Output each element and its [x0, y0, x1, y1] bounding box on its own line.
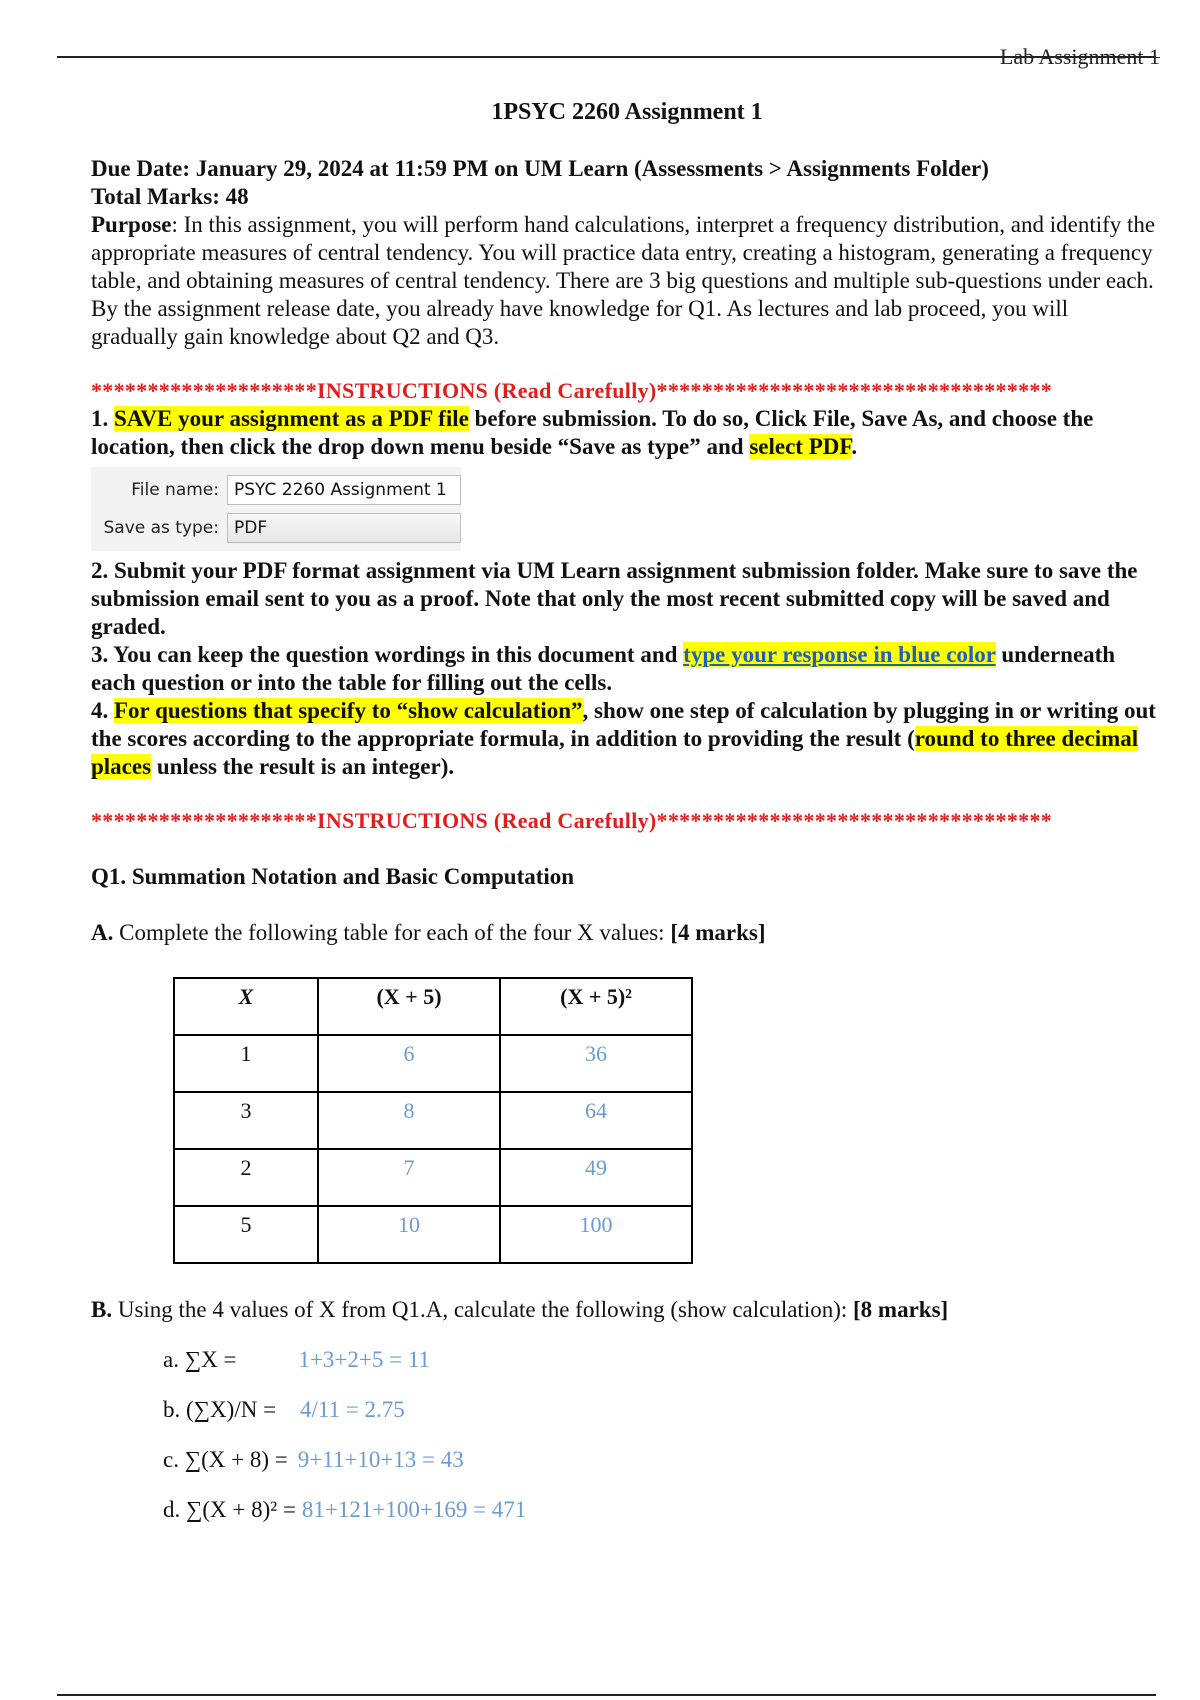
cell-x: 1: [174, 1035, 318, 1092]
header-x-plus-5-squared: (X + 5)²: [500, 978, 692, 1035]
calc-label-b: b. (∑X)/N =: [163, 1397, 277, 1422]
header-x: [174, 978, 318, 1035]
instruction-4-number: 4.: [91, 698, 114, 723]
save-type-row: [91, 509, 461, 547]
instruction-item-1: [91, 405, 1157, 461]
cell-x-plus-5-squared[interactable]: 64: [500, 1092, 692, 1149]
calc-answer-a[interactable]: 1+3+2+5 = 11: [298, 1347, 430, 1372]
total-marks: Total Marks: 48: [91, 184, 249, 209]
part-a-text: Complete the following table for each of the four X values:: [113, 920, 671, 945]
cell-x-plus-5[interactable]: 7: [318, 1149, 500, 1206]
cell-x: 5: [174, 1206, 318, 1263]
q1-title: Q1. Summation Notation and Basic Computation: [91, 864, 575, 889]
x-values-table: [173, 977, 693, 1264]
document-body: [91, 155, 1157, 1524]
calc-answer-b[interactable]: 4/11 = 2.75: [300, 1397, 405, 1422]
calc-answer-c[interactable]: 9+11+10+13 = 43: [297, 1447, 464, 1472]
cell-x-plus-5[interactable]: 6: [318, 1035, 500, 1092]
save-type-label: Save as type:: [103, 518, 219, 538]
header-x-plus-5: (X + 5): [318, 978, 500, 1035]
file-name-input[interactable]: PSYC 2260 Assignment 1: [227, 475, 461, 505]
cell-x-plus-5-squared[interactable]: 36: [500, 1035, 692, 1092]
instruction-3-text: 3. You can keep the question wordings in this document and: [91, 642, 684, 667]
instruction-item-2: 2. Submit your PDF format assignment via UM Learn assignment submission folder. Make sure to save the submission email sent to you as a proof. Note that only the most recent submitted copy will be saved and graded.: [91, 558, 1138, 639]
header-x-text: X: [238, 984, 254, 1009]
instruction-1-end: .: [851, 434, 858, 459]
instructions-banner-bottom: ********************INSTRUCTIONS (Read Carefully)***********************************: [91, 808, 1053, 833]
cell-x-plus-5[interactable]: 8: [318, 1092, 500, 1149]
table-row: [174, 1035, 692, 1092]
cell-x-plus-5-squared[interactable]: 100: [500, 1206, 692, 1263]
calc-row-b: [163, 1396, 1157, 1424]
instruction-3-end: underneath each question or into the table for filling out the cells.: [91, 642, 1116, 695]
q1-part-b: [91, 1296, 1157, 1324]
calc-label-c: c. ∑(X + 8) =: [163, 1447, 288, 1472]
calc-row-a: [163, 1346, 1157, 1374]
save-type-select[interactable]: PDF: [227, 513, 461, 543]
calc-label-d: d. ∑(X + 8)² =: [163, 1497, 296, 1522]
blue-response-link[interactable]: type your response in blue color: [683, 642, 996, 667]
instruction-4-end: unless the result is an integer).: [151, 754, 455, 779]
purpose-paragraph: [91, 211, 1157, 351]
table-row: [174, 1149, 692, 1206]
part-b-marks: [8 marks]: [853, 1297, 949, 1322]
part-b-label: B.: [91, 1297, 113, 1322]
instruction-4-highlight: For questions that specify to “show calculation”: [114, 698, 583, 723]
due-date: Due Date: January 29, 2024 at 11:59 PM on UM Learn (Assessments > Assignments Folder): [91, 156, 989, 181]
file-name-label: File name:: [131, 480, 219, 500]
footer-rule: [57, 1694, 1156, 1696]
calc-row-d: [163, 1496, 1157, 1524]
q1-part-a: [91, 919, 1157, 947]
calc-row-c: [163, 1446, 1157, 1474]
part-b-text: Using the 4 values of X from Q1.A, calculate the following (show calculation):: [112, 1297, 854, 1322]
running-header: Lab Assignment 1: [999, 44, 1160, 69]
calc-answer-d[interactable]: 81+121+100+169 = 471: [301, 1497, 527, 1522]
table-row: [174, 1206, 692, 1263]
calc-label-a: a. ∑X =: [163, 1347, 237, 1372]
instruction-1-number: 1.: [91, 406, 114, 431]
part-a-label: A.: [91, 920, 114, 945]
cell-x-plus-5-squared[interactable]: 49: [500, 1149, 692, 1206]
file-name-row: [91, 471, 461, 509]
instruction-4-highlight-2: round to three decimal places: [91, 726, 1139, 779]
instruction-1-highlight-2: select PDF: [749, 434, 852, 459]
save-as-dialog: [91, 467, 461, 551]
part-a-marks: [4 marks]: [670, 920, 766, 945]
purpose-text: : In this assignment, you will perform hand calculations, interpret a frequency distribution, and identify the appropriate measures of central tendency. You will practice data entry, creating a histogram, generating a frequency table, and obtaining measures of central tendency. There are 3 big questions and multiple sub-questions under each. By the assignment release date, you already have knowledge for Q1. As lectures and lab proceed, you will gradually gain knowledge about Q2 and Q3.: [91, 212, 1156, 349]
instruction-1-highlight: SAVE your assignment as a PDF file: [114, 406, 469, 431]
table-row: [174, 1092, 692, 1149]
document-title: 1PSYC 2260 Assignment 1: [491, 99, 763, 125]
cell-x-plus-5[interactable]: 10: [318, 1206, 500, 1263]
header-rule: [57, 56, 1156, 58]
instruction-item-3: [91, 641, 1157, 697]
instruction-item-4: [91, 697, 1157, 781]
cell-x: 2: [174, 1149, 318, 1206]
instruction-1-text: before submission. To do so, Click File, Save As, and choose the location, then click the drop down menu beside “Save as type” and: [91, 406, 1094, 459]
table-header-row: [174, 978, 692, 1035]
instructions-banner-top: ********************INSTRUCTIONS (Read Carefully)***********************************: [91, 378, 1053, 403]
cell-x: 3: [174, 1092, 318, 1149]
purpose-label: Purpose: [91, 212, 172, 237]
instruction-4-text: , show one step of calculation by plugging in or writing out the scores according to the appropriate formula, in addition to providing the result (: [91, 698, 1156, 751]
